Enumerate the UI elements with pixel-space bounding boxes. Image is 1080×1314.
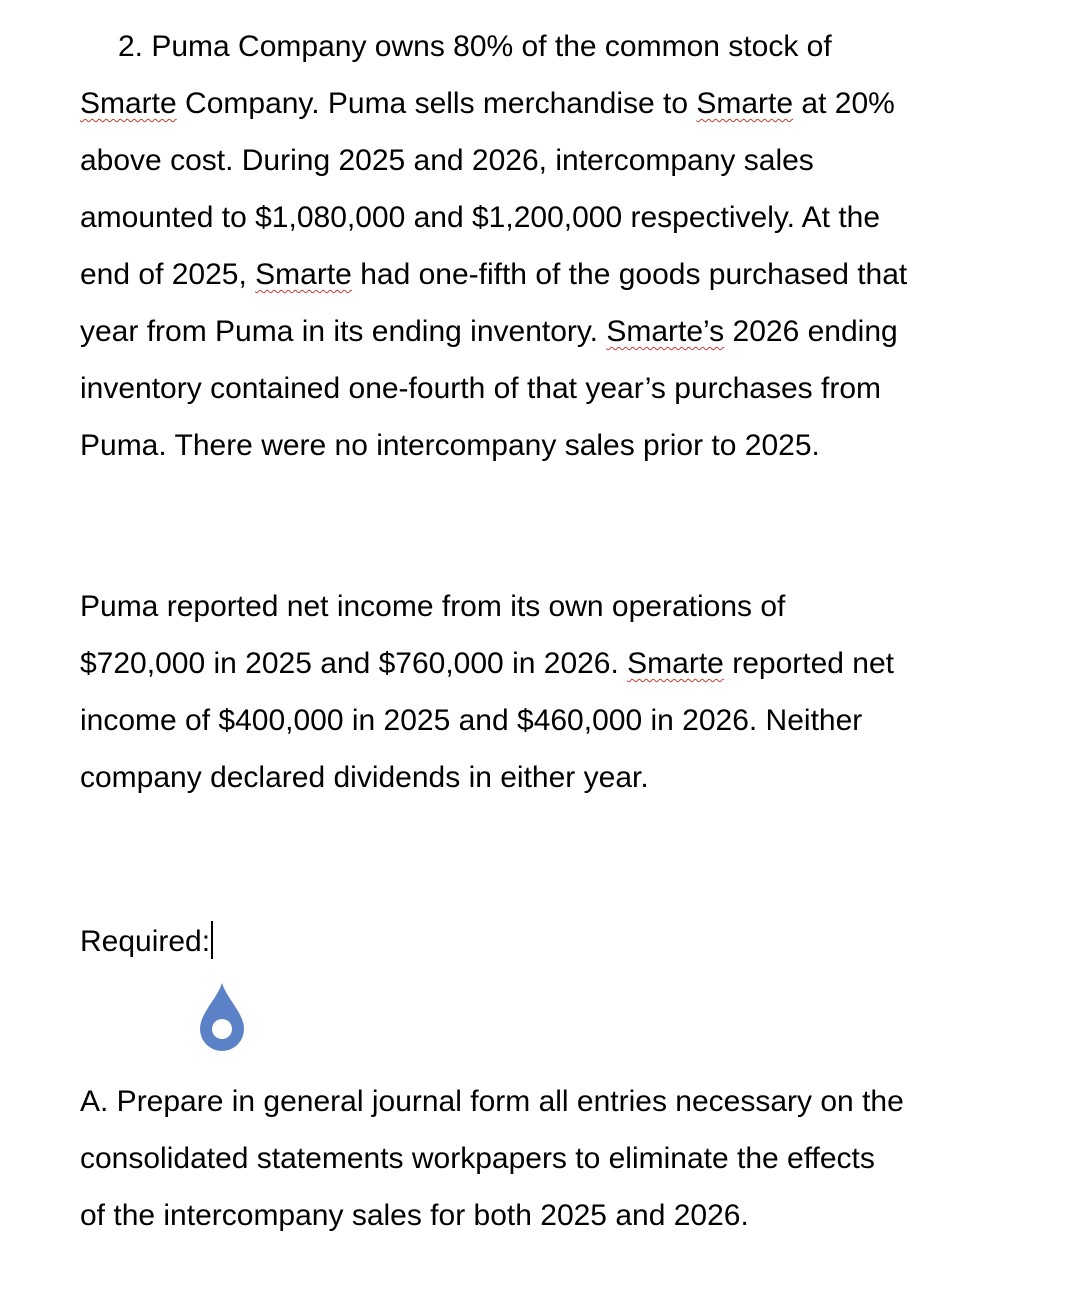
required-label: Required: — [80, 925, 211, 958]
text-run: had one-fifth of the goods purchased that — [351, 258, 908, 291]
text-run: year from Puma in its ending inventory. — [80, 315, 607, 348]
text-line: of the intercompany sales for both 2025 and 2026. — [80, 1199, 749, 1232]
text-run: at 20% — [793, 87, 895, 120]
misspelled-word[interactable]: Smarte’s — [606, 315, 725, 348]
text-line: Puma. There were no intercompany sales prior to 2025. — [80, 429, 820, 462]
text-line: 2. Puma Company owns 80% of the common stock of — [118, 30, 832, 63]
text-run: end of 2025, — [80, 258, 256, 291]
text-line: above cost. During 2025 and 2026, intercompany sales — [80, 144, 814, 177]
required-heading[interactable] — [80, 913, 213, 970]
text-selection-handle-icon[interactable] — [197, 963, 247, 1055]
problem-paragraph-1 — [80, 18, 1010, 474]
problem-paragraph-2 — [80, 578, 1010, 806]
text-line: Puma reported net income from its own operations of — [80, 590, 786, 623]
handle-drop-shape — [200, 983, 244, 1051]
text-run: Company. Puma sells merchandise to — [176, 87, 697, 120]
text-run: 2026 ending — [724, 315, 898, 348]
misspelled-word[interactable]: Smarte — [696, 87, 794, 120]
text-line: amounted to $1,080,000 and $1,200,000 respectively. At the — [80, 201, 881, 234]
text-line: company declared dividends in either year. — [80, 761, 649, 794]
text-line — [80, 75, 1010, 132]
text-line: A. Prepare in general journal form all entries necessary on the — [80, 1085, 904, 1118]
text-line: inventory contained one-fourth of that year’s purchases from — [80, 372, 882, 405]
text-run: $720,000 in 2025 and $760,000 in 2026. — [80, 647, 628, 680]
text-line: consolidated statements workpapers to eliminate the effects — [80, 1142, 875, 1175]
text-run: reported net — [723, 647, 894, 680]
misspelled-word[interactable]: Smarte — [80, 87, 177, 120]
text-line — [80, 635, 1010, 692]
part-a-paragraph — [80, 1073, 1010, 1244]
handle-center-dot — [212, 1019, 232, 1039]
text-line — [80, 303, 1010, 360]
misspelled-word[interactable]: Smarte — [255, 258, 352, 291]
text-cursor — [211, 921, 213, 959]
misspelled-word[interactable]: Smarte — [627, 647, 724, 680]
text-line: income of $400,000 in 2025 and $460,000 in 2026. Neither — [80, 704, 863, 737]
text-line — [80, 246, 1010, 303]
